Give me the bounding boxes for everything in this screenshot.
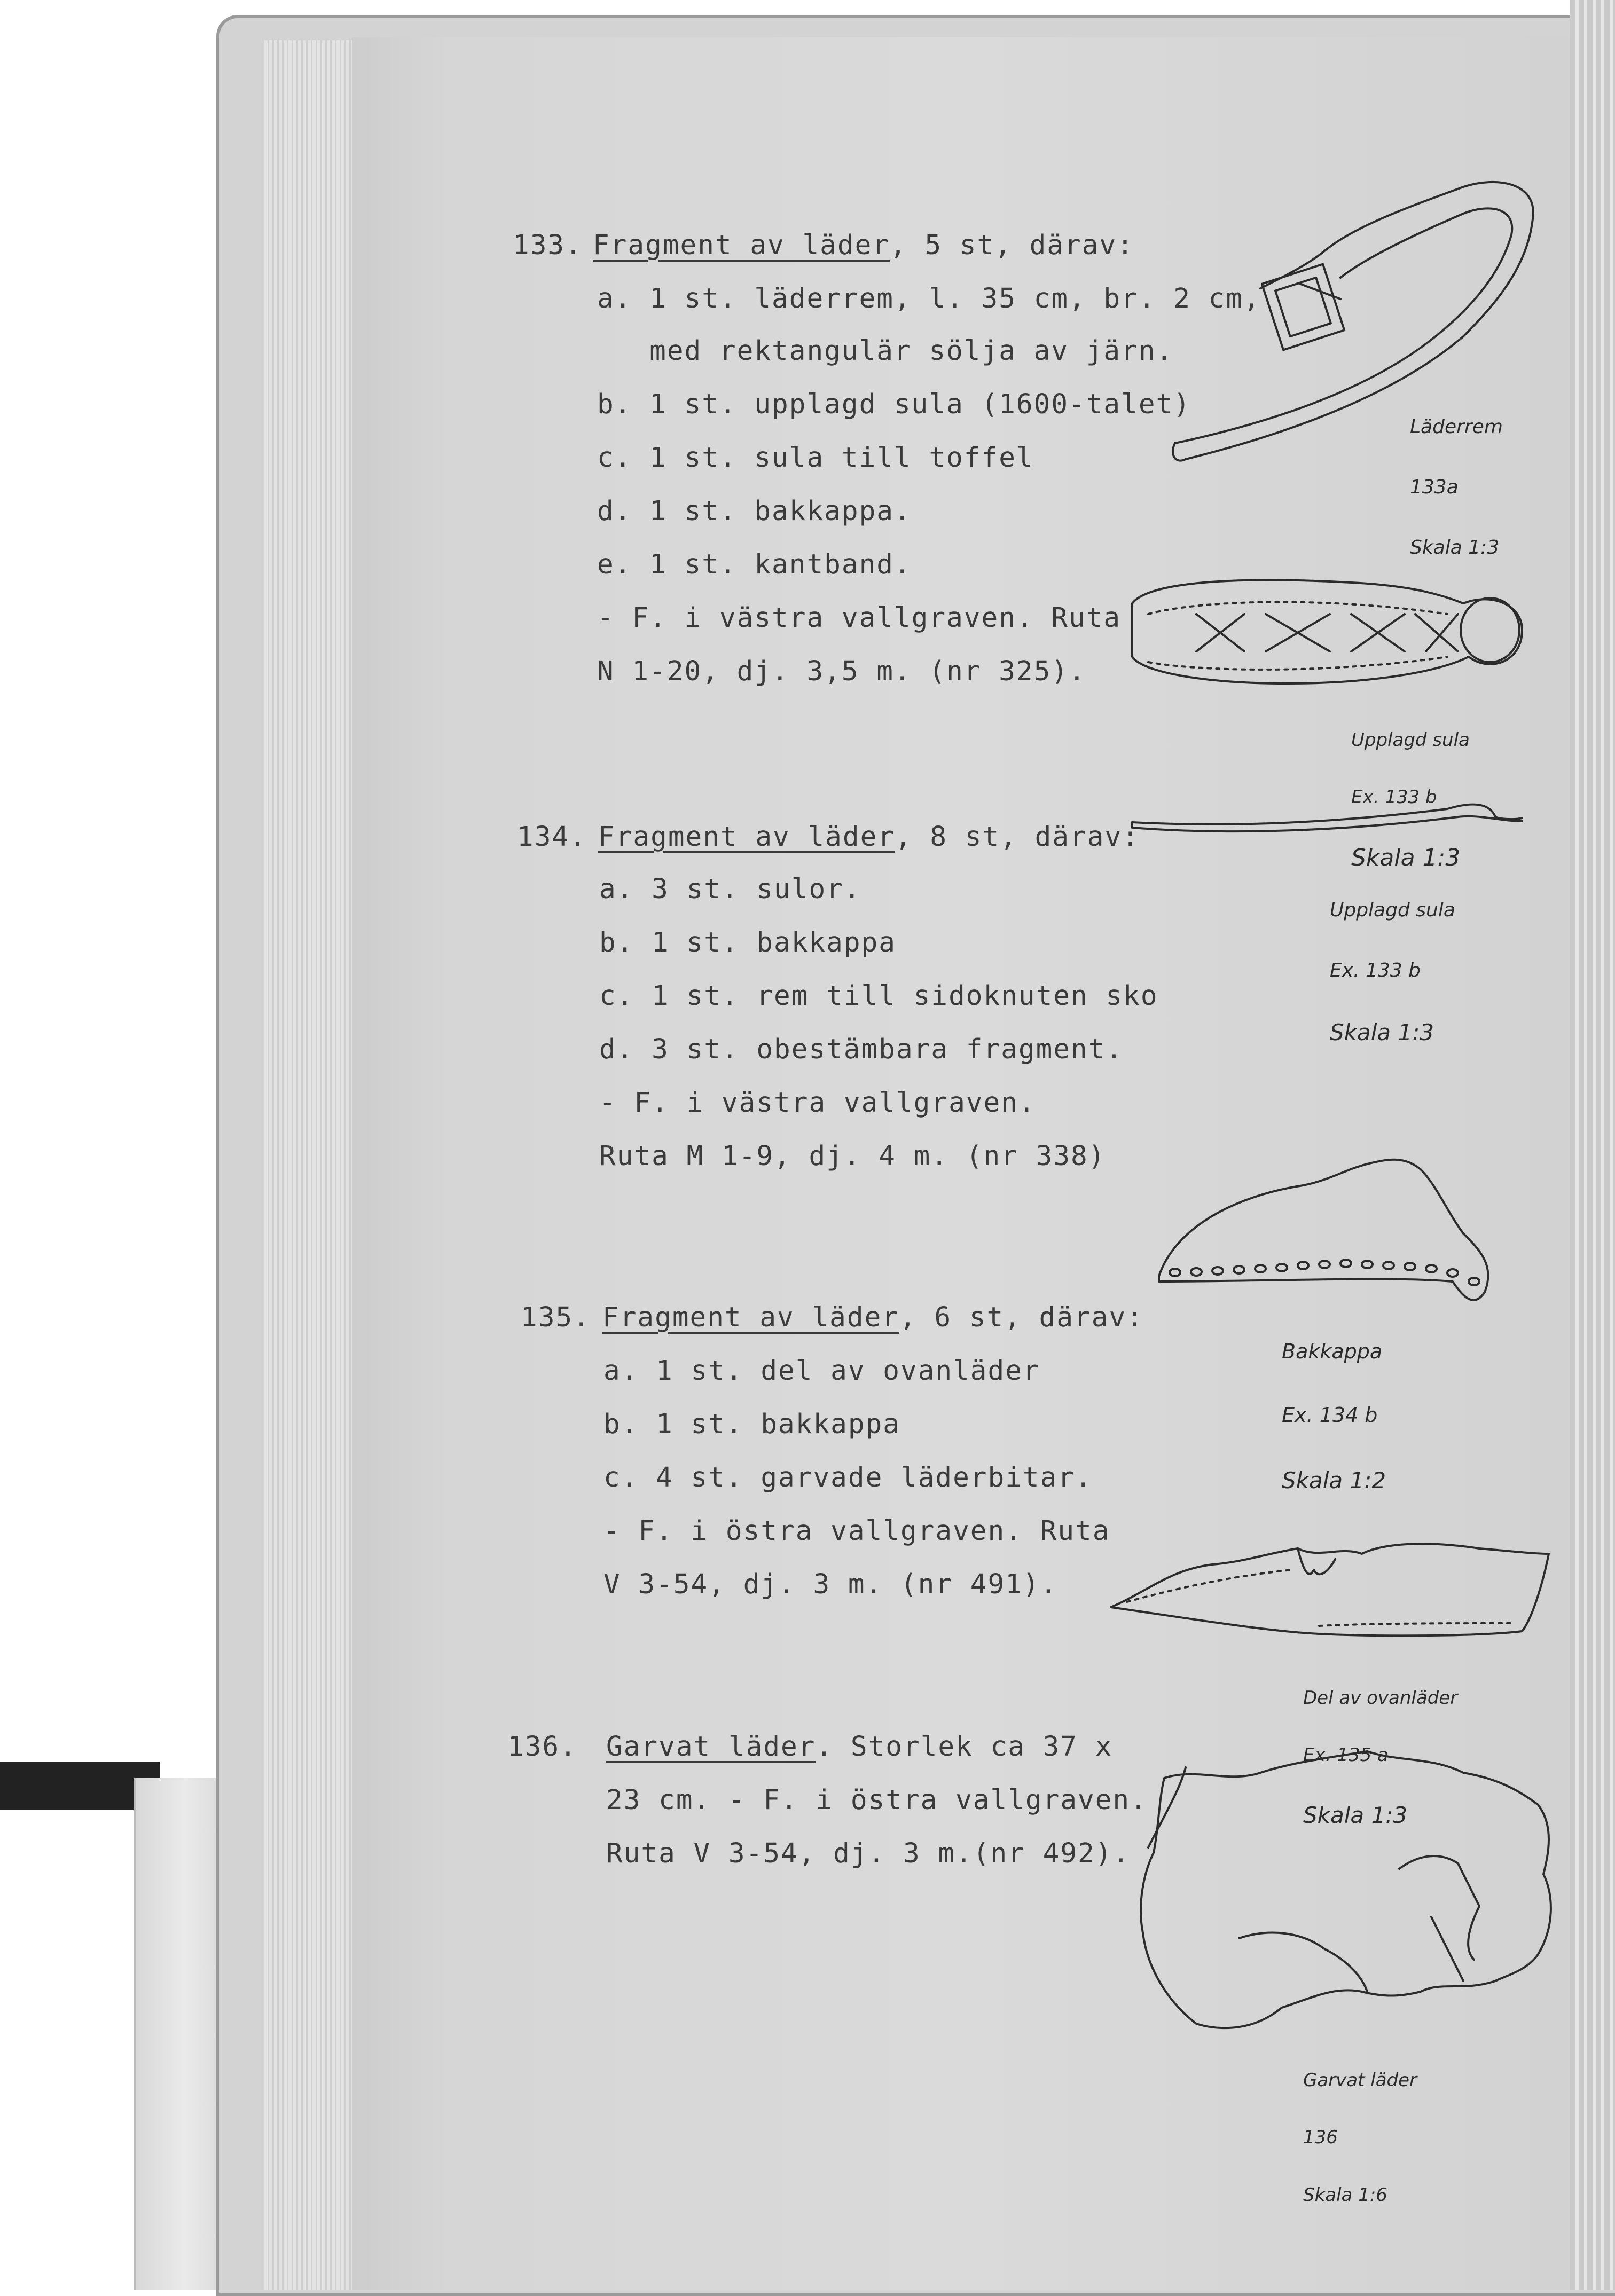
entry-title-rest: . Storlek ca 37 x [816, 1731, 1113, 1763]
sketch-label-line: Upplagd sula [1330, 899, 1455, 921]
entry-title-rest: , 8 st, därav: [895, 821, 1140, 853]
sketch-label-line: Garvat läder [1303, 2070, 1417, 2091]
entry-title: Garvat läder [606, 1731, 816, 1763]
tanned-hide-sketch [1132, 1746, 1559, 2045]
entry-line: - F. i västra vallgraven. [599, 1087, 1036, 1119]
entry-title: Fragment av läder [602, 1302, 899, 1333]
entry-line: b. 1 st. upplagd sula (1600-talet) [597, 389, 1191, 420]
entry-line: d. 1 st. bakkappa. [597, 496, 912, 527]
entry-number: 133. [513, 230, 583, 261]
entry-title: Fragment av läder [598, 821, 895, 853]
sketch-label-line: 136 [1303, 2127, 1338, 2149]
sketch-label-line: Bakkappa [1282, 1339, 1383, 1363]
entry-line: V 3-54, dj. 3 m. (nr 491). [603, 1569, 1058, 1600]
sketch-label-line: Skala 1:2 [1282, 1467, 1386, 1494]
sketch-label-line: Ex. 133 b [1330, 959, 1421, 981]
entry-heading [593, 230, 1134, 261]
entry-line: c. 1 st. rem till sidoknuten sko [599, 980, 1158, 1012]
sole-side-label [1330, 860, 1455, 1065]
entry-line: - F. i västra vallgraven. Ruta [597, 602, 1122, 634]
sketch-label-line: Skala 1:3 [1330, 1019, 1434, 1046]
sketch-label-line: Skala 1:3 [1351, 844, 1461, 871]
strap-label [1410, 376, 1503, 578]
entry-line: 23 cm. - F. i östra vallgraven. [606, 1784, 1148, 1816]
entry-number: 135. [521, 1302, 591, 1333]
entry-title-rest: , 5 st, därav: [889, 230, 1134, 261]
entry-title-rest: , 6 st, därav: [899, 1302, 1144, 1333]
sketch-label-line: Ex. 135 a [1303, 1744, 1389, 1766]
entry-heading [606, 1731, 1112, 1763]
sole-side-sketch [1127, 796, 1527, 838]
entry-title: Fragment av läder [593, 230, 890, 261]
entry-line: a. 1 st. del av ovanläder [603, 1355, 1040, 1387]
entry-line: b. 1 st. bakkappa [599, 927, 896, 958]
entry-line: e. 1 st. kantband. [597, 549, 912, 580]
entry-line: b. 1 st. bakkappa [603, 1409, 900, 1440]
entry-line: Ruta V 3-54, dj. 3 m.(nr 492). [606, 1838, 1131, 1869]
entry-line: c. 4 st. garvade läderbitar. [603, 1462, 1093, 1493]
sketch-label-line: Skala 1:6 [1303, 2184, 1387, 2206]
entry-line: Ruta M 1-9, dj. 4 m. (nr 338) [599, 1141, 1106, 1172]
entry-line: c. 1 st. sula till toffel [597, 442, 1034, 474]
entry-line: N 1-20, dj. 3,5 m. (nr 325). [597, 656, 1086, 687]
entry-heading [598, 821, 1140, 853]
entry-line: d. 3 st. obestämbara fragment. [599, 1034, 1124, 1065]
entry-line: med rektangulär sölja av järn. [597, 335, 1174, 367]
sketch-label-line: Läderrem [1410, 415, 1503, 438]
upper-sketch [1106, 1538, 1554, 1639]
sketch-label-line: Ex. 133 b [1351, 787, 1437, 808]
sketch-label-line: Del av ovanläder [1303, 1687, 1458, 1709]
heel-counter-sketch [1154, 1148, 1495, 1308]
entry-heading [602, 1302, 1144, 1333]
entry-number: 136. [507, 1731, 577, 1763]
entry-line: a. 3 st. sulor. [599, 874, 861, 905]
tanned-hide-label [1303, 2033, 1417, 2224]
sole-top-sketch [1127, 571, 1527, 694]
sketch-label-line: Ex. 134 b [1282, 1403, 1378, 1427]
sketch-label-line: 133a [1410, 476, 1459, 498]
entry-line: a. 1 st. läderrem, l. 35 cm, br. 2 cm, [597, 283, 1261, 314]
sketch-label-line: Skala 1:3 [1303, 1802, 1408, 1828]
entry-line: - F. i östra vallgraven. Ruta [603, 1515, 1110, 1547]
entry-number: 134. [517, 821, 587, 853]
sketch-label-line: Upplagd sula [1351, 729, 1470, 751]
heel-counter-label [1282, 1299, 1386, 1514]
right-page-edges [1570, 0, 1615, 2290]
sketch-label-line: Skala 1:3 [1410, 537, 1500, 559]
